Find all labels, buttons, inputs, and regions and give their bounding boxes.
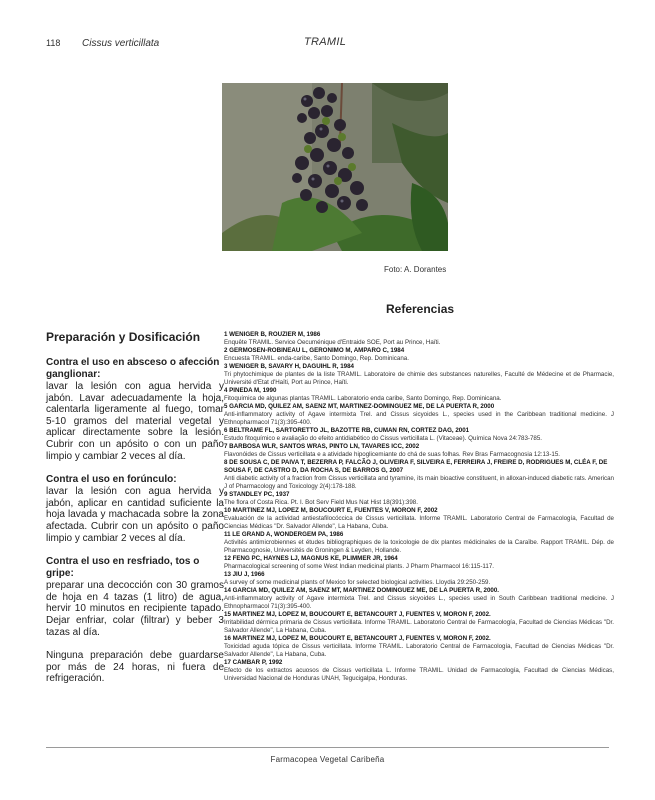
reference-text: Anti-inflammatory activity of Agave intermixta Trel. and Cissus sicyoides L., species used in South Caribbean traditional medicine. J Ethnopharmacol 71(3):395-400. bbox=[224, 595, 614, 610]
reference-authors: 10 MARTINEZ MJ, LOPEZ M, BOUCOURT E, FUENTES V, MORON F, 2002 bbox=[224, 507, 438, 514]
reference-item bbox=[224, 531, 614, 555]
reference-text: The flora of Costa Rica. Pt. I. Bot Serv Field Mus Nat Hist 18(391):398. bbox=[224, 499, 418, 506]
photo-caption: Foto: A. Dorantes bbox=[384, 265, 447, 274]
plant-photo bbox=[222, 83, 448, 251]
preparation-column bbox=[46, 330, 224, 697]
section-text: lavar la lesión con agua hervida y jabón, aplicar en cantidad suficiente la hoja lavada y machacada sobre la zona afectada. Cubrir con un apósito o paño limpio y cambiar 2 veces al día. bbox=[46, 486, 224, 544]
reference-authors: 16 MARTINEZ MJ, LOPEZ M, BOUCOURT E, BETANCOURT J, FUENTES V, MORON F, 2002. bbox=[224, 635, 491, 642]
reference-text: Efecto de los extractos acuosos de Cissus verticillata L. Informe TRAMIL. Unidad de Farmacología, Facultad de Ciencias Médicas, Universidad Nacional de Honduras UNAH, Tegucigalpa, Honduras. bbox=[224, 667, 614, 682]
reference-text: Anti diabetic activity of a fraction from Cissus verticillata and tyramine, its main bioactive constituent, in alloxan-induced diabetic rats. American J of Pharmacology and Toxicology 2(4):178-188. bbox=[224, 475, 614, 490]
reference-authors: 7 BARBOSA WLR, SANTOS WRAS, PINTO LN, TAVARES ICC, 2002 bbox=[224, 443, 420, 450]
references-title: Referencias bbox=[386, 302, 455, 316]
reference-item bbox=[224, 611, 614, 635]
reference-authors: 9 STANDLEY PC, 1937 bbox=[224, 491, 290, 498]
reference-text: Irritabilidad dérmica primaria de Cissus verticillata. Informe TRAMIL. Laboratorio Central de Farmacología, Facultad de Ciencias Médicas "Dr. Salvador Allende", La Habana, Cuba. bbox=[224, 619, 614, 634]
storage-note: Ninguna preparación debe guardarse por más de 24 horas, ni fuera de refrigeración. bbox=[46, 650, 224, 685]
reference-item bbox=[224, 403, 614, 427]
reference-authors: 6 BELTRAME FL, SARTORETTO JL, BAZOTTE RB, CUMAN RN, CORTEZ DAG, 2001 bbox=[224, 427, 470, 434]
reference-text: A survey of some medicinal plants of Mexico for selected biological activities. Lloydia 29:250-259. bbox=[224, 579, 491, 586]
reference-authors: 4 PINEDA M, 1990 bbox=[224, 387, 277, 394]
reference-authors: 8 DE SOUSA C, DE PAIVA T, BEZERRA P, FALCÃO J, OLIVEIRA F, SILVEIRA E, FERREIRA J, FREIRE D, RODRIGUES M, CLÉA F, DE SOUSA F, DE CASTRO D, DA ROCHA S, DE BARROS G, 2007 bbox=[224, 459, 608, 474]
reference-item bbox=[224, 635, 614, 659]
reference-text: Flavonóides de Cissus verticillata e a atividade hipoglicemiante do chá de suas folhas. Rev Bras Farmacognosia 12:13-15. bbox=[224, 451, 561, 458]
reference-authors: 3 WENIGER B, SAVARY H, DAGUIHL R, 1984 bbox=[224, 363, 354, 370]
footer-divider bbox=[46, 747, 609, 748]
reference-text: Evaluación de la actividad antiestafilocóccica de Cissus verticillata. Informe TRAMIL. Laboratorio Central de Farmacología, Facultad de Ciencias Médicas "Dr. Salvador Allende", La Habana, Cuba. bbox=[224, 515, 614, 530]
reference-item bbox=[224, 459, 614, 491]
berry-cluster-image bbox=[222, 83, 448, 251]
reference-text: Anti-inflammatory activity of Agave intermixta Trel. and Cissus sicyoides L., species used in the Caribbean traditional medicine. J Ethnopharmacol 71(3):395-400. bbox=[224, 411, 614, 426]
reference-authors: 2 GERMOSEN-ROBINEAU L, GERONIMO M, AMPARO C, 1984 bbox=[224, 347, 405, 354]
reference-text: Estudo fitoquímico e avaliação do efeito antidiabético do Cissus verticillata L. (Vitaceae). Química Nova 24:783-785. bbox=[224, 435, 543, 442]
reference-authors: 11 LE GRAND A, WONDERGEM PA, 1986 bbox=[224, 531, 344, 538]
reference-authors: 14 GARCIA MD, QUILEZ AM, SAENZ MT, MARTINEZ DOMINGUEZ ME, DE LA PUERTA R, 2000. bbox=[224, 587, 500, 594]
reference-authors: 13 JIU J, 1966 bbox=[224, 571, 265, 578]
reference-text: Toxicidad aguda tópica de Cissus verticillata. Informe TRAMIL. Laboratorio Central de Farmacología, Facultad de Ciencias Médicas "Dr. Salvador Allende", La Habana, Cuba. bbox=[224, 643, 614, 658]
reference-item bbox=[224, 491, 614, 507]
reference-item bbox=[224, 443, 614, 459]
references-list bbox=[224, 331, 614, 683]
page-number: 118 bbox=[46, 38, 61, 48]
section-heading: Contra el uso en forúnculo: bbox=[46, 474, 177, 486]
section-heading: Contra el uso en resfriado, tos o gripe: bbox=[46, 556, 200, 580]
reference-item bbox=[224, 331, 614, 347]
reference-item bbox=[224, 555, 614, 571]
section-text: preparar una decocción con 30 gramos de hoja en 4 tazas (1 litro) de agua, hervir 10 minutos en recipiente tapado. Dejar enfriar, colar (filtrar) y beber 3 tazas al día. bbox=[46, 580, 224, 638]
reference-item bbox=[224, 659, 614, 683]
reference-item bbox=[224, 363, 614, 387]
reference-text: Pharmacological screening of some West Indian medicinal plants. J Pharm Pharmacol 16:115-117. bbox=[224, 563, 494, 570]
reference-authors: 17 CAMBAR P, 1992 bbox=[224, 659, 283, 666]
reference-authors: 15 MARTINEZ MJ, LOPEZ M, BOUCOURT E, BETANCOURT J, FUENTES V, MORON F, 2002. bbox=[224, 611, 491, 618]
reference-text: Tri phytochimique de plantes de la liste TRAMIL. Laboratoire de chimie des substances naturelles, Faculté de Médecine et de Pharmacie, Université d'Etat d'Haïti, Port au Prince, Haïti. bbox=[224, 371, 614, 386]
reference-authors: 12 FENG PC, HAYNES LJ, MAGNUS KE, PLIMMER JR, 1964 bbox=[224, 555, 398, 562]
reference-item bbox=[224, 427, 614, 443]
reference-item bbox=[224, 587, 614, 611]
reference-item bbox=[224, 507, 614, 531]
reference-text: Activités antimicrobiennes et études bibliographiques de la toxicologie de dix plantes médicinales de la Caraïbe. Rapport TRAMIL. Dép. de Pharmacognosie, Universités de Groningen & Leyden, Hollande. bbox=[224, 539, 614, 554]
reference-text: Encuesta TRAMIL. enda-caribe, Santo Domingo, Rep. Dominicana. bbox=[224, 355, 409, 362]
publication-title: TRAMIL bbox=[304, 36, 347, 48]
reference-authors: 5 GARCIA MD, QUILEZ AM, SAENZ MT, MARTINEZ-DOMINGUEZ ME, DE LA PUERTA R, 2000 bbox=[224, 403, 495, 410]
footer-title: Farmacopea Vegetal Caribeña bbox=[270, 755, 385, 764]
reference-item bbox=[224, 571, 614, 587]
reference-item bbox=[224, 347, 614, 363]
section-heading: Contra el uso en absceso o afección ganglionar: bbox=[46, 357, 220, 380]
reference-text: Enquête TRAMIL. Service Oecuménique d'Entraide SOE, Port au Prince, Haïti. bbox=[224, 339, 441, 346]
plant-name: Cissus verticillata bbox=[82, 38, 160, 49]
reference-item bbox=[224, 387, 614, 403]
section-text: lavar la lesión con agua hervida y jabón. Lavar adecuadamente la hoja, calentarla ligeramente al fuego, tomar 5-10 gramos del material vegetal y aplicar directamente sobre la lesión. Cubrir con un apósito o con un paño limpio y cambiar 2 veces al día. bbox=[46, 381, 224, 462]
reference-authors: 1 WENIGER B, ROUZIER M, 1986 bbox=[224, 331, 321, 338]
reference-text: Fitoquímica de algunas plantas TRAMIL. Laboratorio enda caribe, Santo Domingo, Rep. Dominicana. bbox=[224, 395, 502, 402]
preparation-title: Preparación y Dosificación bbox=[46, 330, 201, 344]
